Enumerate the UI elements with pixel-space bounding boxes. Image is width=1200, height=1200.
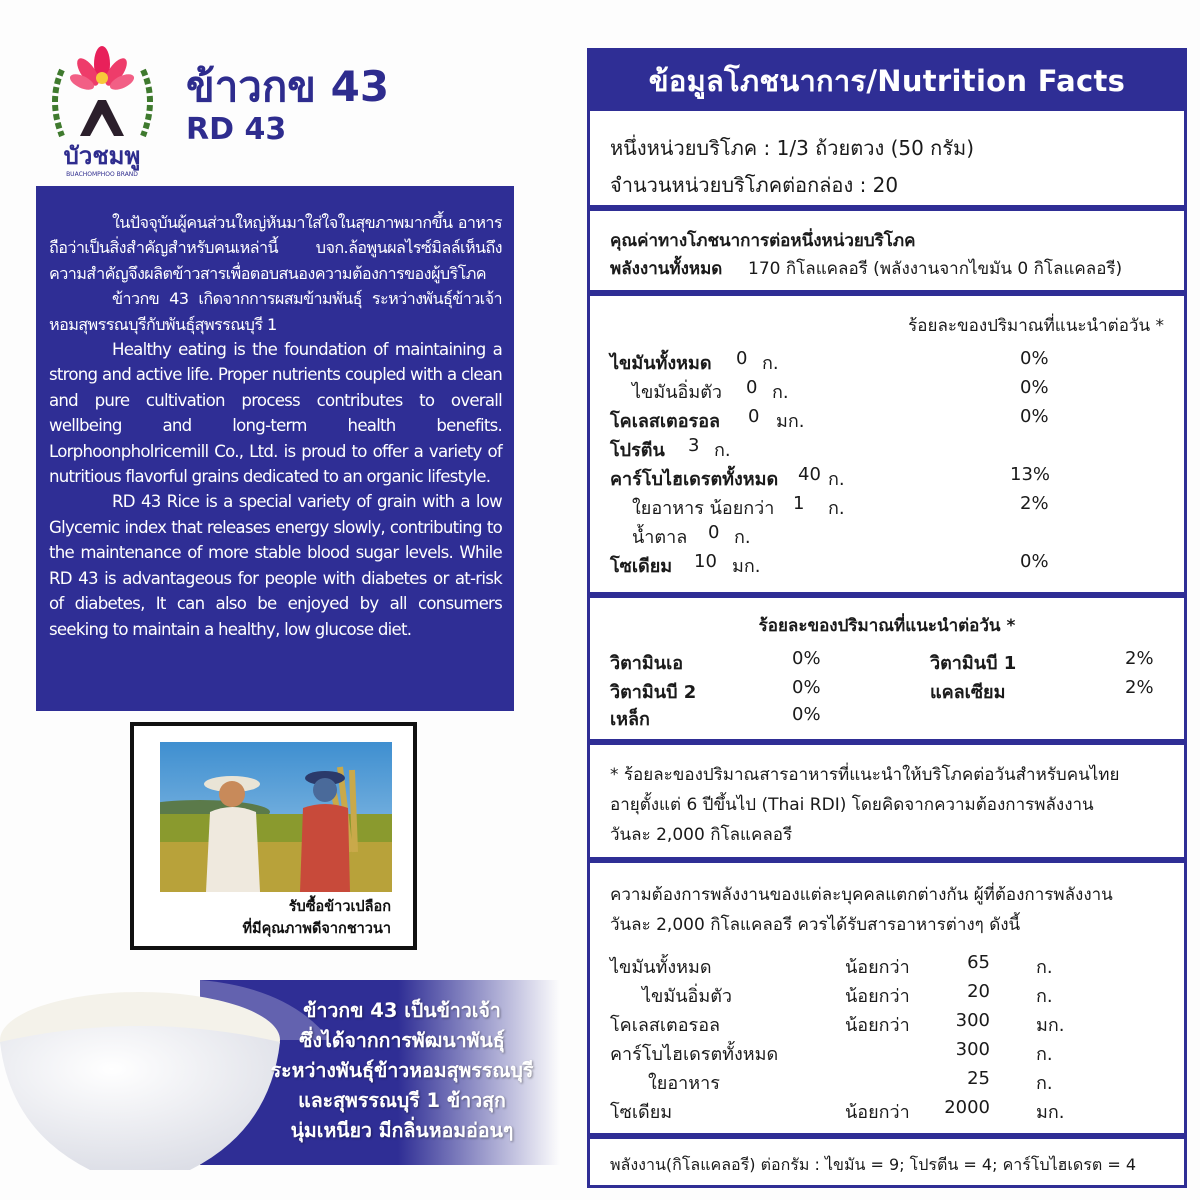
farmers-photo	[160, 742, 392, 892]
logo-text: บัวชมพู	[63, 142, 141, 170]
nutrient-unit: ก.	[828, 498, 845, 519]
nutrient-unit: มก.	[776, 411, 805, 432]
requirement-value: 300	[955, 1039, 990, 1060]
nutrient-name: โคเลสเตอรอล	[610, 411, 721, 432]
nutrient-name: คาร์โบไฮเดรตทั้งหมด	[610, 469, 779, 490]
requirement-qualifier: น้อยกว่า	[845, 986, 910, 1007]
rice-description-line: ข้าวกข 43 เป็นข้าวเจ้า	[303, 999, 501, 1022]
nutrient-unit: ก.	[734, 527, 751, 548]
requirement-intro-line: ความต้องการพลังงานของแต่ละบุคคลแตกต่างกัน ผู้ที่ต้องการพลังงาน	[610, 885, 1113, 905]
nutrient-unit: มก.	[732, 556, 761, 577]
requirement-qualifier: น้อยกว่า	[845, 957, 910, 978]
requirement-qualifier: น้อยกว่า	[845, 1102, 910, 1123]
brand-logo	[40, 40, 165, 180]
footnote-line: * ร้อยละของปริมาณสารอาหารที่แนะนำให้บริโภคต่อวันสำหรับคนไทย	[610, 765, 1120, 785]
daily-value-header: ร้อยละของปริมาณที่แนะนำต่อวัน *	[908, 316, 1164, 336]
requirement-value: 20	[967, 981, 990, 1002]
product-title-thai: ข้าวกข 43	[186, 62, 390, 111]
vitamin-name: เหล็ก	[610, 709, 650, 730]
vitamins-header: ร้อยละของปริมาณที่แนะนำต่อวัน *	[758, 616, 1016, 636]
rice-description-line: และสุพรรณบุรี 1 ข้าวสุก	[298, 1089, 506, 1112]
intro-paragraph: Healthy eating is the foundation of maintaining a strong and active life. Proper nutrients coupled with a clean and pure cultivation process contributes to overall wellbeing and long-term health benefits. Lorphoonpholricemill Co., Ltd. is proud to offer a variety of nutritious flavorful grains dedicated to an organic lifestyle.	[49, 340, 502, 487]
vitamin-name: วิตามินเอ	[610, 653, 684, 674]
nutrient-daily-value: 0%	[1020, 406, 1049, 427]
requirement-unit: ก.	[1036, 957, 1053, 978]
intro-paragraph: ในปัจจุบันผู้คนส่วนใหญ่หันมาใส่ใจในสุขภาพมากขึ้น อาหารถือว่าเป็นสิ่งสำคัญสำหรับคนเหล่านี้ บจก.ล้อพูนผลไรซ์มิลล์เห็นถึงความสำคัญจึงผลิตข้าวสารเพื่อตอบสนองความต้องการของผู้บริโภค	[49, 213, 502, 283]
footnote-section	[590, 739, 1184, 857]
vitamin-name: วิตามินบี 1	[930, 653, 1017, 674]
nutrient-name: โปรตีน	[610, 440, 665, 461]
vitamin-value: 0%	[792, 704, 821, 725]
energy-label: พลังงานทั้งหมด	[610, 259, 723, 279]
requirement-name: โซเดียม	[610, 1102, 673, 1123]
requirement-name: คาร์โบไฮเดรตทั้งหมด	[610, 1044, 779, 1065]
nutrient-name: โซเดียม	[610, 556, 673, 577]
vitamin-value: 0%	[792, 677, 821, 698]
intro-paragraph: RD 43 Rice is a special variety of grain with a low Glycemic index that releases energy slowly, contributing to the maintenance of more stable blood sugar levels. While RD 43 is advantageous for people with diabetes or at-risk of diabetes, It can also be enjoyed by all consumers seeking to maintain a healthy, low glucose diet.	[49, 492, 502, 639]
nutrient-name: ไขมันอิ่มตัว	[632, 382, 722, 403]
nutrient-daily-value: 0%	[1020, 348, 1049, 369]
energy-per-gram: พลังงาน(กิโลแคลอรี) ต่อกรัม : ไขมัน = 9; โปรตีน = 4; คาร์โบไฮเดรต = 4	[610, 1155, 1137, 1174]
nutrient-amount: 1	[793, 493, 805, 514]
requirement-unit: ก.	[1036, 986, 1053, 1007]
vitamin-name: แคลเซียม	[930, 682, 1006, 703]
per-serving-title: คุณค่าทางโภชนาการต่อหนึ่งหน่วยบริโภค	[610, 231, 916, 251]
nutrient-amount: 3	[688, 435, 700, 456]
photo-caption-line: รับซื้อข้าวเปลือก	[288, 899, 391, 915]
lotus-logo-icon	[40, 40, 165, 180]
requirement-name: ไขมันทั้งหมด	[610, 957, 712, 978]
product-title-english: RD 43	[186, 112, 287, 147]
requirement-unit: ก.	[1036, 1073, 1053, 1094]
farmers-harvest-image	[160, 742, 392, 892]
rice-description	[252, 996, 552, 1146]
serving-size: หนึ่งหน่วยบริโภค : 1/3 ถ้วยตวง (50 กรัม)	[610, 136, 975, 160]
nutrient-daily-value: 0%	[1020, 551, 1049, 572]
requirement-unit: มก.	[1036, 1102, 1065, 1123]
requirements-section	[590, 857, 1184, 1133]
vitamin-value: 2%	[1125, 648, 1154, 669]
farmers-photo-frame	[130, 722, 417, 950]
footnote-line: วันละ 2,000 กิโลแคลอรี	[610, 825, 793, 845]
requirement-value: 2000	[944, 1097, 990, 1118]
intro-text-box	[36, 186, 514, 711]
nutrient-daily-value: 13%	[1010, 464, 1051, 485]
vitamin-value: 2%	[1125, 677, 1154, 698]
requirement-name: โคเลสเตอรอล	[610, 1015, 721, 1036]
requirement-name: ใยอาหาร	[648, 1073, 720, 1094]
requirement-unit: มก.	[1036, 1015, 1065, 1036]
nutrient-name: ใยอาหาร น้อยกว่า	[632, 498, 775, 519]
nutrient-amount: 40	[798, 464, 821, 485]
requirement-value: 25	[967, 1068, 990, 1089]
servings-per-box: จำนวนหน่วยบริโภคต่อกล่อง : 20	[610, 173, 899, 197]
requirement-value: 300	[955, 1010, 990, 1031]
rice-description-line: ระหว่างพันธุ์ข้าวหอมสุพรรณบุรี	[270, 1059, 534, 1082]
nutrient-amount: 0	[746, 377, 758, 398]
intro-paragraph: ข้าวกข 43 เกิดจากการผสมข้ามพันธุ์ ระหว่างพันธุ์ข้าวเจ้าหอมสุพรรณบุรีกับพันธุ์สุพรรณบุรี 1	[49, 289, 502, 334]
nutrient-amount: 0	[708, 522, 720, 543]
requirement-name: ไขมันอิ่มตัว	[642, 986, 732, 1007]
rice-description-line: ซึ่งได้จากการพัฒนาพันธุ์	[299, 1029, 505, 1052]
nutrients-section	[590, 290, 1184, 592]
nutrient-name: น้ำตาล	[632, 527, 688, 548]
vitamins-section	[590, 592, 1184, 739]
nutrition-facts-panel	[587, 48, 1187, 1188]
nutrient-name: ไขมันทั้งหมด	[610, 353, 712, 374]
nutrient-daily-value: 2%	[1020, 493, 1049, 514]
nutrient-unit: ก.	[772, 382, 789, 403]
logo-subtext: BUACHOMPHOO BRAND	[66, 171, 138, 178]
photo-caption-line: ที่มีคุณภาพดีจากชาวนา	[242, 921, 391, 937]
requirement-qualifier: น้อยกว่า	[845, 1015, 910, 1036]
nutrient-amount: 0	[748, 406, 760, 427]
nutrition-facts-header: ข้อมูลโภชนาการ/Nutrition Facts	[590, 51, 1184, 111]
vitamin-name: วิตามินบี 2	[610, 682, 697, 703]
energy-value: 170 กิโลแคลอรี (พลังงานจากไขมัน 0 กิโลแคลอรี)	[748, 259, 1123, 279]
nutrient-unit: ก.	[762, 353, 779, 374]
nutrient-unit: ก.	[714, 440, 731, 461]
energy-section	[590, 205, 1184, 290]
vitamin-value: 0%	[792, 648, 821, 669]
requirement-unit: ก.	[1036, 1044, 1053, 1065]
nutrient-amount: 10	[694, 551, 717, 572]
energy-per-gram-section	[590, 1133, 1184, 1185]
requirement-value: 65	[967, 952, 990, 973]
nutrient-daily-value: 0%	[1020, 377, 1049, 398]
nutrient-unit: ก.	[828, 469, 845, 490]
rice-description-line: นุ่มเหนียว มีกลิ่นหอมอ่อนๆ	[290, 1119, 514, 1142]
requirement-intro-line: วันละ 2,000 กิโลแคลอรี ควรได้รับสารอาหารต่างๆ ดังนี้	[610, 915, 1021, 935]
footnote-line: อายุตั้งแต่ 6 ปีขึ้นไป (Thai RDI) โดยคิดจากความต้องการพลังงาน	[610, 795, 1094, 815]
nutrient-amount: 0	[736, 348, 748, 369]
photo-caption	[134, 896, 391, 940]
